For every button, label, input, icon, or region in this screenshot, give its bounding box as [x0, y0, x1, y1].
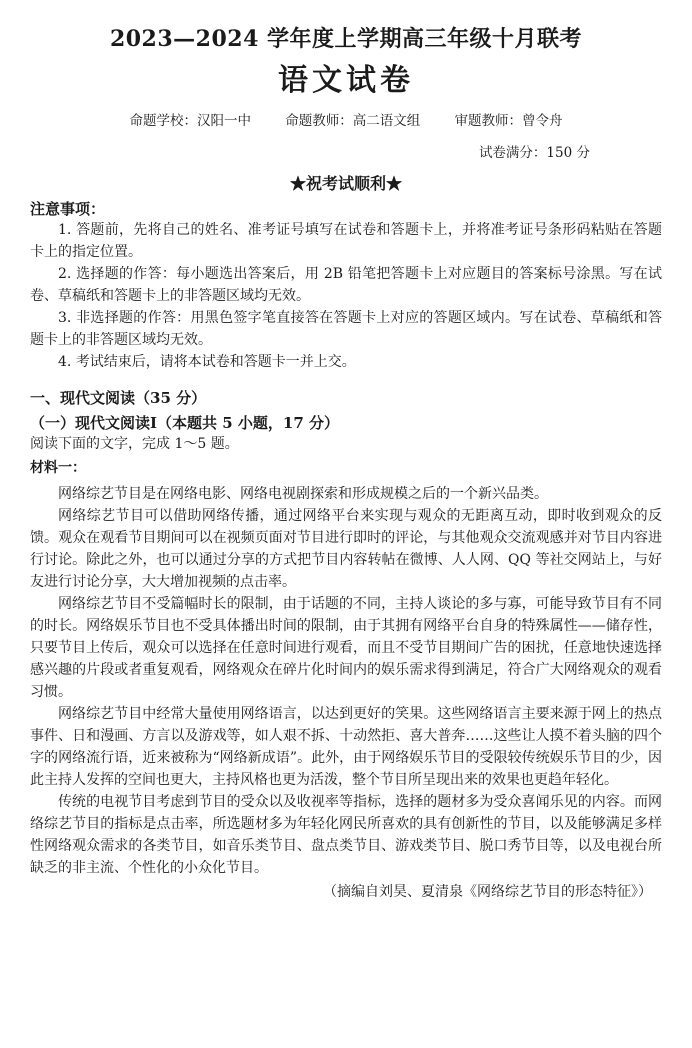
material-paragraph: 网络综艺节目是在网络电影、网络电视剧探索和形成规模之后的一个新兴品类。 — [58, 486, 548, 502]
full-score: 试卷满分：150 分 — [478, 145, 590, 161]
note-item: 3. 非选择题的作答：用黑色签字笔直接答在答题卡上对应的答题区域内。写在试卷、草稿纸和答题卡上的非答题区域均无效。 — [30, 310, 662, 348]
note-item: 2. 选择题的作答：每小题选出答案后，用 2B 铅笔把答题卡上对应题目的答案标号涂黑。写在试卷、草稿纸和答题卡上的非答题区域均无效。 — [30, 266, 662, 304]
good-luck-banner: ★祝考试顺利★ — [289, 174, 402, 193]
subject-title: 语文试卷 — [278, 63, 414, 98]
reading-instruction: 阅读下面的文字，完成 1～5 题。 — [30, 436, 239, 452]
meta-reviewer: 审题教师：曾令舟 — [454, 113, 563, 129]
meta-teacher: 命题教师：高二语文组 — [285, 113, 421, 129]
note-item: 4. 考试结束后，请将本试卷和答题卡一并上交。 — [58, 354, 356, 370]
exam-title: 2023—2024 学年度上学期高三年级十月联考 — [109, 26, 583, 52]
material-paragraph: 网络综艺节目中经常大量使用网络语言，以达到更好的笑果。这些网络语言主要来源于网上的热点事件、日和漫画、方言以及游戏等，如人艰不拆、十动然拒、喜大普奔……这些让人摸不着头脑的四个字的网络流行语，近来被称为“网络新成语”。此外，由于网络娱乐节目的受限较传统娱乐节目的少，因此主持人发挥的空间也更大，主持风格也更为活泼，整个节目所呈现出来的效果也更趋年轻化。 — [30, 706, 662, 788]
material-paragraph: 传统的电视节目考虑到节目的受众以及收视率等指标，选择的题材多为受众喜闻乐见的内容。而网络综艺节目的指标是点击率，所选题材多为年轻化网民所喜欢的具有创新性的节目，以及能够满足多样性网络观众需求的各类节目，如音乐类节目、盘点类节目、游戏类节目、脱口秀节目等，以及电视台所缺乏的非主流、个性化的小众化节目。 — [30, 794, 662, 876]
subsection-title: （一）现代文阅读Ⅰ（本题共 5 小题，17 分） — [30, 414, 339, 432]
notes-heading: 注意事项： — [30, 200, 106, 218]
exam-meta — [30, 109, 662, 129]
material-body — [30, 483, 662, 879]
note-item: 1. 答题前，先将自己的姓名、准考证号填写在试卷和答题卡上，并将准考证号条形码粘贴在答题卡上的指定位置。 — [30, 222, 662, 260]
meta-school: 命题学校：汉阳一中 — [129, 113, 251, 129]
source-citation: （摘编自刘昊、夏清泉《网络综艺节目的形态特征》） — [323, 884, 652, 900]
material-paragraph: 网络综艺节目不受篇幅时长的限制，由于话题的不同，主持人谈论的多与寡，可能导致节目有不同的时长。网络娱乐节目也不受具体播出时间的限制，由于其拥有网络平台自身的特殊属性——储存性，只要节目上传后，观众可以选择在任意时间进行观看，而且不受节目期间广告的困扰，任意地快速选择感兴趣的片段或者重复观看，网络观众在碎片化时间内的娱乐需求得到满足，符合广大网络观众的观看习惯。 — [30, 596, 662, 700]
section-title: 一、现代文阅读（35 分） — [30, 389, 207, 407]
material-label: 材料一： — [30, 460, 86, 476]
material-paragraph: 网络综艺节目可以借助网络传播，通过网络平台来实现与观众的无距离互动，即时收到观众的反馈。观众在观看节目期间可以在视频页面对节目进行即时的评论，与其他观众交流观感并对节目内容进行讨论。除此之外，也可以通过分享的方式把节目内容转帖在微博、人人网、QQ 等社交网站上，与好友进行讨论分享，大大增加视频的点击率。 — [30, 508, 662, 590]
